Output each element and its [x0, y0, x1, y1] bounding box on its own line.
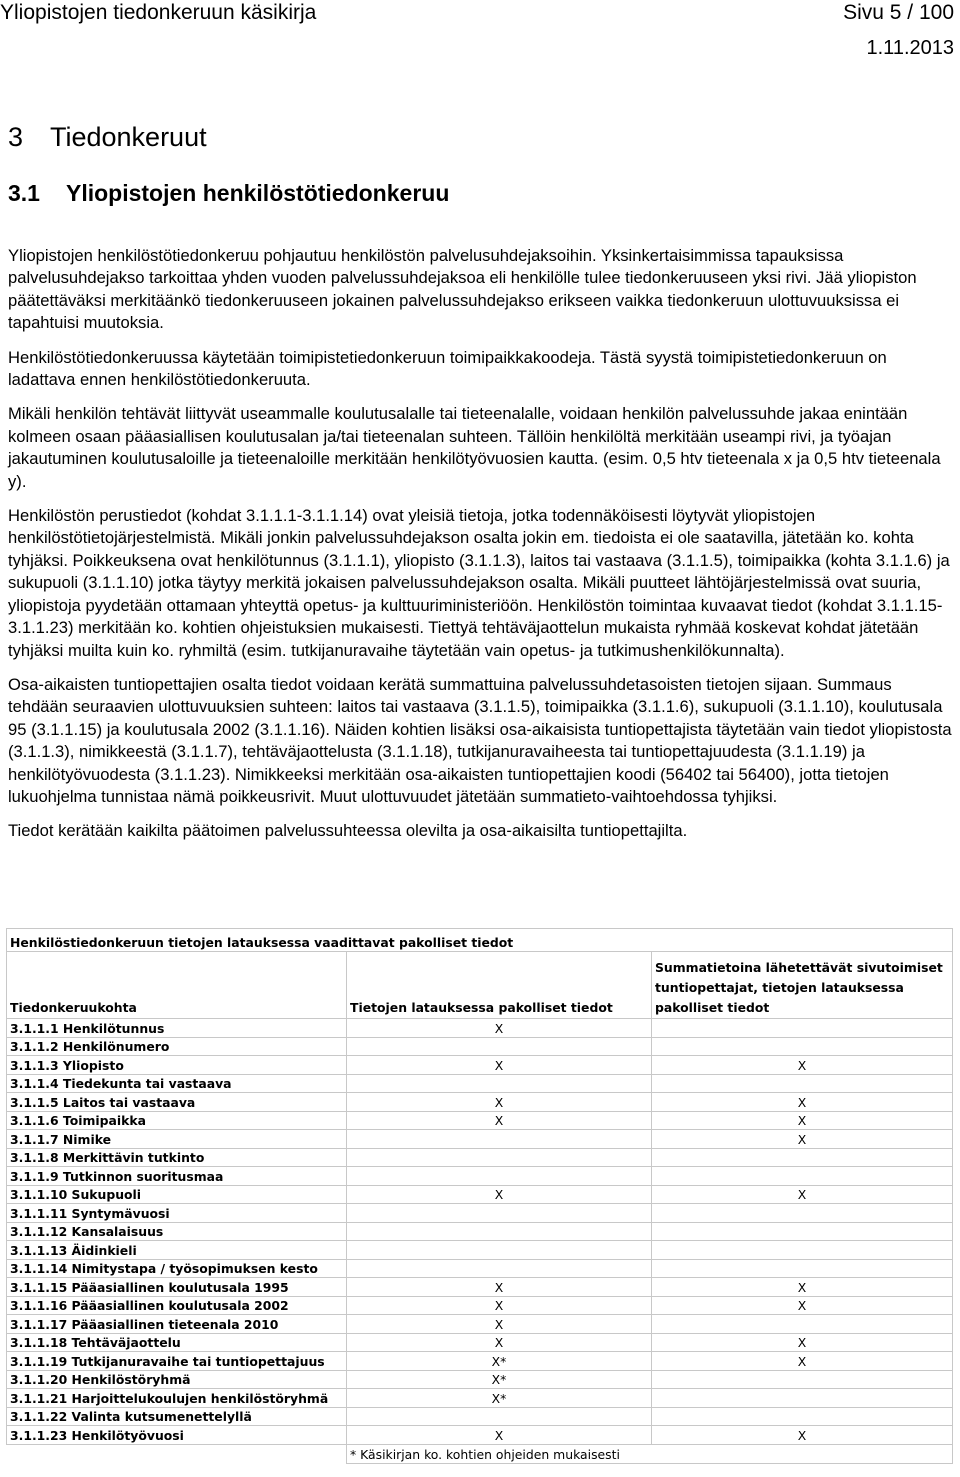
required-mark [347, 1241, 652, 1260]
summary-required-mark [652, 1241, 953, 1260]
summary-required-mark [652, 1037, 953, 1056]
item-label: 3.1.1.13 Äidinkieli [7, 1241, 347, 1260]
table-row [7, 1296, 953, 1315]
summary-required-mark [652, 1148, 953, 1167]
paragraph: Henkilöstötiedonkeruussa käytetään toimipistetiedonkeruun toimipaikkakoodeja. Tästä syystä toimipistetiedonkeruun on ladattava ennen henkilöstötiedonkeruuta. [8, 347, 887, 390]
table-row [7, 1222, 953, 1241]
page-number: Sivu 5 / 100 [843, 1, 954, 24]
summary-required-mark: X [652, 1333, 953, 1352]
item-label: 3.1.1.3 Yliopisto [7, 1056, 347, 1075]
summary-required-mark [652, 1407, 953, 1426]
table-row [7, 1185, 953, 1204]
item-label: 3.1.1.17 Pääasiallinen tieteenala 2010 [7, 1315, 347, 1334]
table-row [7, 1259, 953, 1278]
paragraph: Mikäli henkilön tehtävät liittyvät useammalle koulutusalalle tai tieteenalalle, voidaan henkilön palvelussuhde jakaa enintään kolmeen osaan pääasiallisen koulutusalan ja/tai tieteenalan suhteen. Tällöin henkilöltä merkitään useampi rivi, ja työajan jakautuminen koulutusaloille ja tieteenaloille merkitään henkilötyövuosien kautta. (esim. 0,5 htv tieteenala x ja 0,5 htv tieteenala y). [8, 404, 941, 491]
table-row [7, 1241, 953, 1260]
item-label: 3.1.1.1 Henkilötunnus [7, 1019, 347, 1038]
table-row [7, 1111, 953, 1130]
required-mark [347, 1148, 652, 1167]
table-row [7, 1130, 953, 1149]
summary-required-mark [652, 1389, 953, 1408]
paragraph: Osa-aikaisten tuntiopettajien osalta tiedot voidaan kerätä summattuina palvelussuhdetasoisten tietojen sijaan. Summaus tehdään seuraavien ulottuvuuksien suhteen: laitos tai vastaava (3.1.1.5), toimipaikka (3.1.1.6), sukupuoli (3.1.1.10), koulutusala 95 (3.1.1.15) ja koulutusala 2002 (3.1.1.16). Näiden kohtien lisäksi osa-aikaisista tuntiopettajista täytetään vain tiedot yliopistosta (3.1.1.3), nimikkeestä (3.1.1.7), tehtäväjaottelusta (3.1.1.18), tutkijanuravaiheesta tai tuntiopettajuudesta (3.1.1.19) ja henkilötyövuodesta (3.1.1.23). Nimikkeeksi merkitään osa-aikaisten tuntiopettajien koodi (56402 tai 56400), jotta tietojen lukuohjelma tunnistaa nämä poikkeusrivit. Muut ulottuvuudet jätetään summatieto-vaihtoehdossa tyhjiksi. [8, 674, 952, 806]
required-mark: X* [347, 1370, 652, 1389]
item-label: 3.1.1.20 Henkilöstöryhmä [7, 1370, 347, 1389]
section-heading [8, 120, 207, 154]
summary-required-mark [652, 1315, 953, 1334]
body-text [8, 245, 952, 855]
item-label: 3.1.1.15 Pääasiallinen koulutusala 1995 [7, 1278, 347, 1297]
table-title-row [7, 929, 953, 952]
required-mark: X [347, 1296, 652, 1315]
subsection-heading [8, 178, 449, 208]
table-row [7, 1407, 953, 1426]
subsection-title: Yliopistojen henkilöstötiedonkeruu [66, 180, 450, 206]
table-row [7, 1278, 953, 1297]
summary-required-mark: X [652, 1426, 953, 1445]
item-label: 3.1.1.9 Tutkinnon suoritusmaa [7, 1167, 347, 1186]
item-label: 3.1.1.19 Tutkijanuravaihe tai tuntiopettajuus [7, 1352, 347, 1371]
table-row [7, 1074, 953, 1093]
table-title: Henkilöstiedonkeruun tietojen latauksessa vaadittavat pakolliset tiedot [7, 929, 953, 952]
summary-required-mark [652, 1222, 953, 1241]
required-mark: X [347, 1019, 652, 1038]
required-mark: X [347, 1056, 652, 1075]
summary-required-mark: X [652, 1130, 953, 1149]
summary-required-mark: X [652, 1056, 953, 1075]
required-mark: X [347, 1315, 652, 1334]
table-header-row [7, 952, 953, 1019]
table-row [7, 1389, 953, 1408]
summary-required-mark: X [652, 1185, 953, 1204]
requirements-table [6, 928, 953, 1464]
summary-required-mark [652, 1167, 953, 1186]
required-mark [347, 1204, 652, 1223]
summary-required-mark: X [652, 1296, 953, 1315]
item-label: 3.1.1.22 Valinta kutsumenettelyllä [7, 1407, 347, 1426]
paragraph: Yliopistojen henkilöstötiedonkeruu pohjautuu henkilöstön palvelusuhdejaksoihin. Yksinkertaisimmissa tapauksissa palvelusuhdejakso tarkoittaa yhden vuoden palvelussuhdejaksoa eli henkilölle tulee tiedonkeruuseen yksi rivi. Jää yliopiston päätettäväksi merkitäänkö tiedonkeruuseen jokainen palvelussuhdejakso erikseen vaikka tiedonkeruun ulottuvuuksissa ei tapahtuisi muutoksia. [8, 246, 917, 333]
table-row [7, 1370, 953, 1389]
summary-required-mark: X [652, 1352, 953, 1371]
table-row [7, 1204, 953, 1223]
required-mark [347, 1222, 652, 1241]
requirements-table-wrapper [6, 928, 952, 1464]
document-date: 1.11.2013 [866, 37, 954, 59]
summary-required-mark [652, 1074, 953, 1093]
summary-required-mark: X [652, 1093, 953, 1112]
paragraph: Henkilöstön perustiedot (kohdat 3.1.1.1-3.1.1.14) ovat yleisiä tietoja, jotka todennäköisesti löytyvät yliopistojen henkilöstötietojärjestelmistä. Mikäli jonkin palvelussuhdejakson osalta jokin em. tiedoista ei ole saatavilla, jätetään ko. kohta tyhjäksi. Poikkeuksena ovat henkilötunnus (3.1.1.1), yliopisto (3.1.1.3), laitos tai vastaava (3.1.1.5), toimipaikka (kohta 3.1.1.6) ja sukupuoli (3.1.1.10) jotka täytyy merkitä jokaisen palvelussuhdejakson osalta. Mikäli puutteet lähtöjärjestelmissä ovat suuria, yliopistoja pyydetään ottamaan yhteyttä opetus- ja kulttuuriministeriöön. Henkilöstön toimintaa kuvaavat tiedot (kohdat 3.1.1.15-3.1.1.23) merkitään ko. kohtien ohjeistuksien mukaisesti. Tiettyä tehtäväjaottelun mukaista ryhmää koskevat kohdat jätetään tyhjäksi muilta kuin ko. ryhmiltä (esim. tutkijanuravaihe täytetään vain opetus- ja tutkimushenkilökunnalta). [8, 506, 950, 660]
column-header: Tietojen latauksessa pakolliset tiedot [347, 952, 652, 1019]
table-row [7, 1315, 953, 1334]
required-mark: X [347, 1185, 652, 1204]
section-title: Tiedonkeruut [50, 122, 207, 152]
required-mark [347, 1259, 652, 1278]
required-mark [347, 1037, 652, 1056]
required-mark: X [347, 1278, 652, 1297]
table-row [7, 1426, 953, 1445]
required-mark: X [347, 1333, 652, 1352]
paragraph: Tiedot kerätään kaikilta päätoimen palvelussuhteessa olevilta ja osa-aikaisilta tuntiopettajilta. [8, 821, 688, 841]
table-row [7, 1019, 953, 1038]
item-label: 3.1.1.21 Harjoittelukoulujen henkilöstöryhmä [7, 1389, 347, 1408]
item-label: 3.1.1.11 Syntymävuosi [7, 1204, 347, 1223]
table-row [7, 1333, 953, 1352]
table-row [7, 1093, 953, 1112]
table-row [7, 1148, 953, 1167]
required-mark [347, 1130, 652, 1149]
item-label: 3.1.1.23 Henkilötyövuosi [7, 1426, 347, 1445]
summary-required-mark [652, 1019, 953, 1038]
subsection-number: 3.1 [8, 180, 40, 206]
summary-required-mark: X [652, 1278, 953, 1297]
column-header: Tiedonkeruukohta [7, 952, 347, 1019]
required-mark [347, 1074, 652, 1093]
item-label: 3.1.1.6 Toimipaikka [7, 1111, 347, 1130]
item-label: 3.1.1.16 Pääasiallinen koulutusala 2002 [7, 1296, 347, 1315]
required-mark [347, 1407, 652, 1426]
item-label: 3.1.1.5 Laitos tai vastaava [7, 1093, 347, 1112]
summary-required-mark [652, 1370, 953, 1389]
column-header: Summatietoina lähetettävät sivutoimiset tuntiopettajat, tietojen latauksessa pakolliset tiedot [652, 952, 953, 1019]
required-mark [347, 1167, 652, 1186]
section-number: 3 [8, 122, 24, 152]
required-mark: X [347, 1426, 652, 1445]
summary-required-mark: X [652, 1111, 953, 1130]
item-label: 3.1.1.18 Tehtäväjaottelu [7, 1333, 347, 1352]
item-label: 3.1.1.10 Sukupuoli [7, 1185, 347, 1204]
table-footnote: * Käsikirjan ko. kohtien ohjeiden mukaisesti [347, 1444, 953, 1463]
table-row [7, 1352, 953, 1371]
required-mark: X [347, 1111, 652, 1130]
item-label: 3.1.1.8 Merkittävin tutkinto [7, 1148, 347, 1167]
item-label: 3.1.1.14 Nimitystapa / työsopimuksen kesto [7, 1259, 347, 1278]
item-label: 3.1.1.7 Nimike [7, 1130, 347, 1149]
summary-required-mark [652, 1259, 953, 1278]
table-row [7, 1167, 953, 1186]
required-mark: X [347, 1093, 652, 1112]
item-label: 3.1.1.12 Kansalaisuus [7, 1222, 347, 1241]
document-title: Yliopistojen tiedonkeruun käsikirja [0, 1, 317, 24]
required-mark: X* [347, 1352, 652, 1371]
summary-required-mark [652, 1204, 953, 1223]
required-mark: X* [347, 1389, 652, 1408]
footnote-spacer [7, 1444, 347, 1463]
footnote-row [7, 1444, 953, 1463]
table-row [7, 1037, 953, 1056]
item-label: 3.1.1.2 Henkilönumero [7, 1037, 347, 1056]
item-label: 3.1.1.4 Tiedekunta tai vastaava [7, 1074, 347, 1093]
table-row [7, 1056, 953, 1075]
